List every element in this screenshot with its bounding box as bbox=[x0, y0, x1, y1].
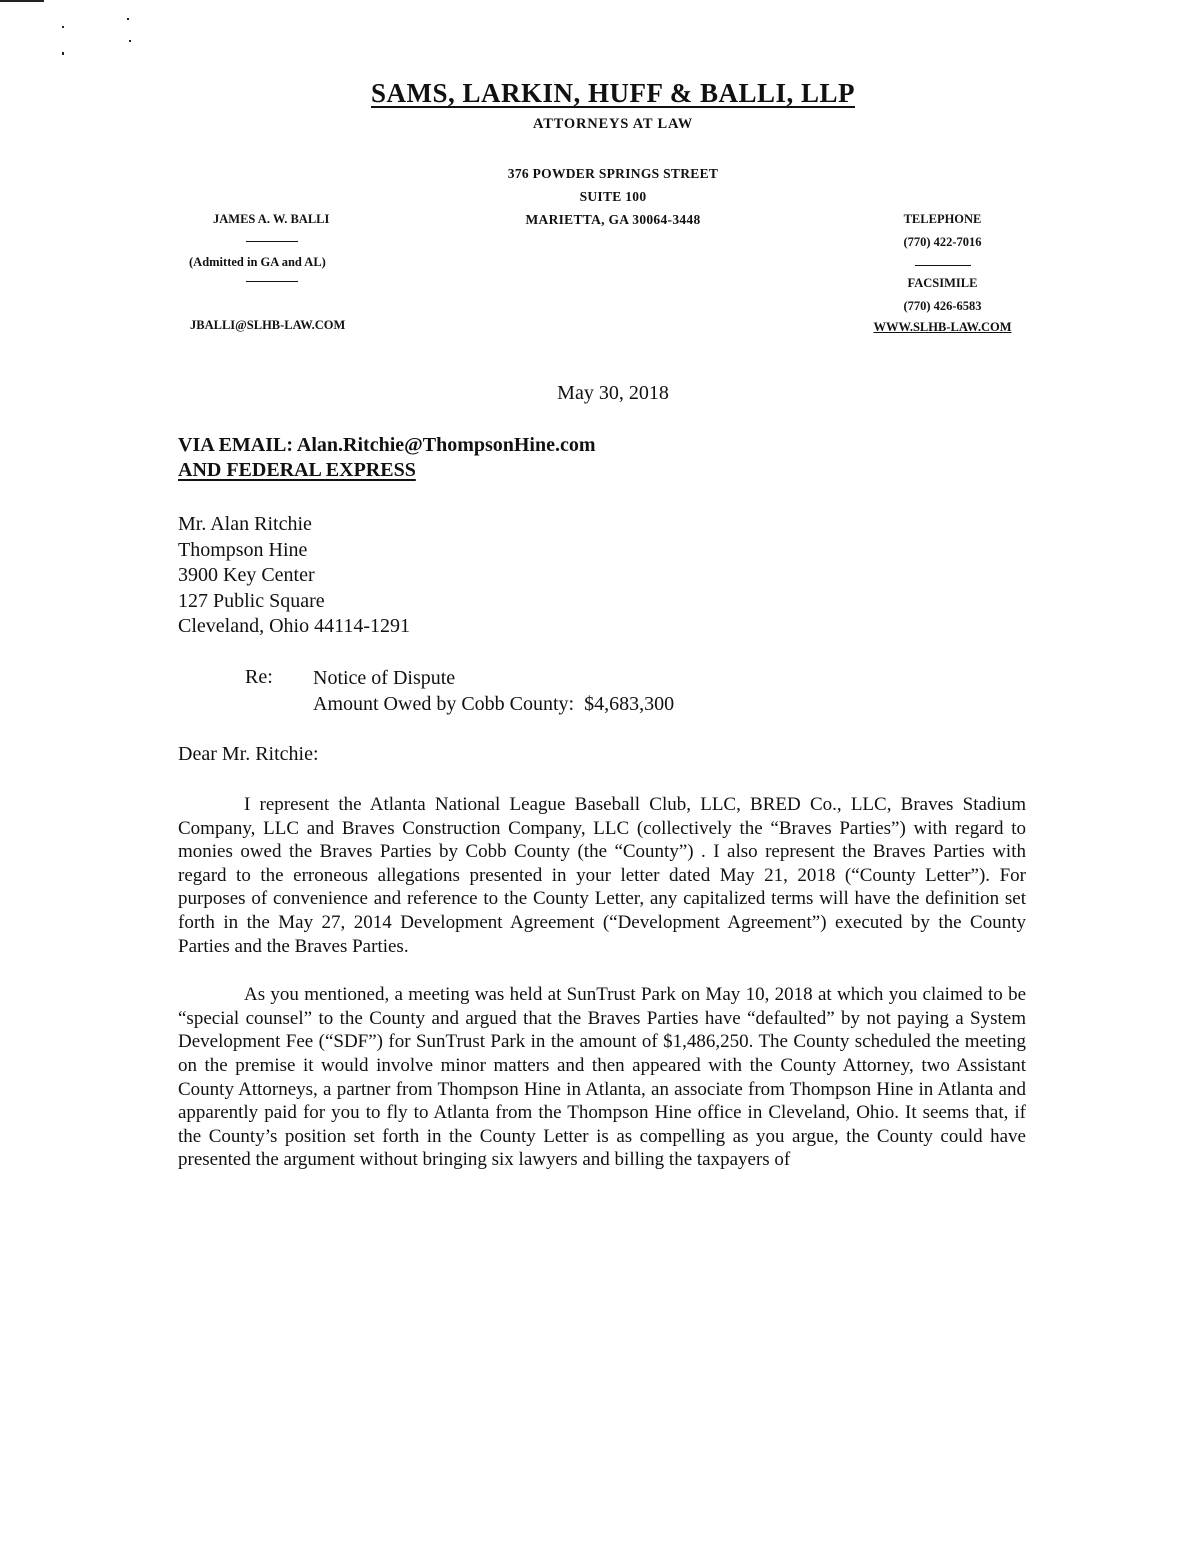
address-suite: SUITE 100 bbox=[579, 189, 647, 204]
body-paragraph: I represent the Atlanta National League Baseball Club, LLC, BRED Co., LLC, Braves Stadium Company, LLC and Braves Construction Company, LLC (collectively the “Braves Parties”) with regard to monies owed the Braves Parties by Cobb County (the “County”) . I also represent the Braves Parties with regard to the erroneous allegations presented in your letter dated May 21, 2018 (“County Letter”). For purposes of convenience and reference to the County Letter, any capitalized terms will have the definition set forth in the May 27, 2014 Development Agreement (“Development Agreement”) executed by the County Parties and the Braves Parties. bbox=[178, 794, 1026, 957]
attorney-email: JBALLI@SLHB-LAW.COM bbox=[190, 318, 346, 332]
letter-body bbox=[178, 793, 1026, 1197]
telephone-number: (770) 422-7016 bbox=[903, 235, 982, 249]
re-label: Re: bbox=[245, 666, 273, 688]
recipient-firm: Thompson Hine bbox=[178, 538, 308, 561]
scan-artifact-dot bbox=[62, 52, 64, 55]
delivery-email: VIA EMAIL: Alan.Ritchie@ThompsonHine.com bbox=[178, 434, 596, 456]
telephone-label: TELEPHONE bbox=[903, 212, 982, 226]
contact-block bbox=[850, 208, 1035, 336]
firm-name-text: SAMS, LARKIN, HUFF & BALLI, LLP bbox=[370, 78, 856, 108]
recipient-street: 127 Public Square bbox=[178, 589, 325, 612]
firm-subtitle: ATTORNEYS AT LAW bbox=[533, 116, 693, 132]
firm-name bbox=[0, 78, 1200, 109]
salutation: Dear Mr. Ritchie: bbox=[178, 743, 319, 765]
divider bbox=[915, 265, 971, 266]
divider bbox=[246, 281, 298, 282]
recipient-name: Mr. Alan Ritchie bbox=[178, 513, 312, 535]
letter-date: May 30, 2018 bbox=[557, 382, 669, 404]
address-city: MARIETTA, GA 30064-3448 bbox=[525, 212, 701, 227]
attorney-name: JAMES A. W. BALLI bbox=[213, 212, 330, 226]
scan-artifact-dot bbox=[129, 40, 131, 42]
scan-artifact-line bbox=[0, 0, 44, 2]
re-subject-line: Notice of Dispute bbox=[313, 667, 456, 689]
facsimile-label: FACSIMILE bbox=[907, 276, 978, 290]
address-street: 376 POWDER SPRINGS STREET bbox=[507, 166, 719, 181]
recipient-building: 3900 Key Center bbox=[178, 564, 315, 587]
firm-website: WWW.SLHB-LAW.COM bbox=[873, 320, 1012, 334]
facsimile-number: (770) 426-6583 bbox=[903, 299, 982, 313]
re-amount-line: Amount Owed by Cobb County: $4,683,300 bbox=[313, 692, 675, 715]
admission-note: (Admitted in GA and AL) bbox=[189, 255, 326, 269]
attorney-block bbox=[185, 212, 385, 333]
divider bbox=[246, 241, 298, 242]
delivery-method bbox=[178, 433, 596, 483]
recipient-city: Cleveland, Ohio 44114-1291 bbox=[178, 615, 411, 638]
scan-artifact-dot bbox=[62, 26, 64, 28]
re-subject bbox=[313, 666, 674, 717]
body-paragraph: As you mentioned, a meeting was held at SunTrust Park on May 10, 2018 at which you claimed to be “special counsel” to the County and argued that the Braves Parties have “defaulted” by not paying a System Development Fee (“SDF”) for SunTrust Park in the amount of $1,486,250. The County scheduled the meeting on the premise it would involve minor matters and then appeared with the County Attorney, two Assistant County Attorneys, a partner from Thompson Hine in Atlanta, an associate from Thompson Hine in Atlanta and apparently paid for you to fly to Atlanta from the Thompson Hine office in Cleveland, Ohio. It seems that, if the County’s position set forth in the County Letter is as compelling as you argue, the County could have presented the argument without bringing six lawyers and billing the taxpayers of bbox=[178, 984, 1026, 1171]
scan-artifact-dot bbox=[127, 18, 129, 20]
delivery-courier: AND FEDERAL EXPRESS bbox=[178, 459, 416, 481]
recipient-address bbox=[178, 512, 410, 640]
